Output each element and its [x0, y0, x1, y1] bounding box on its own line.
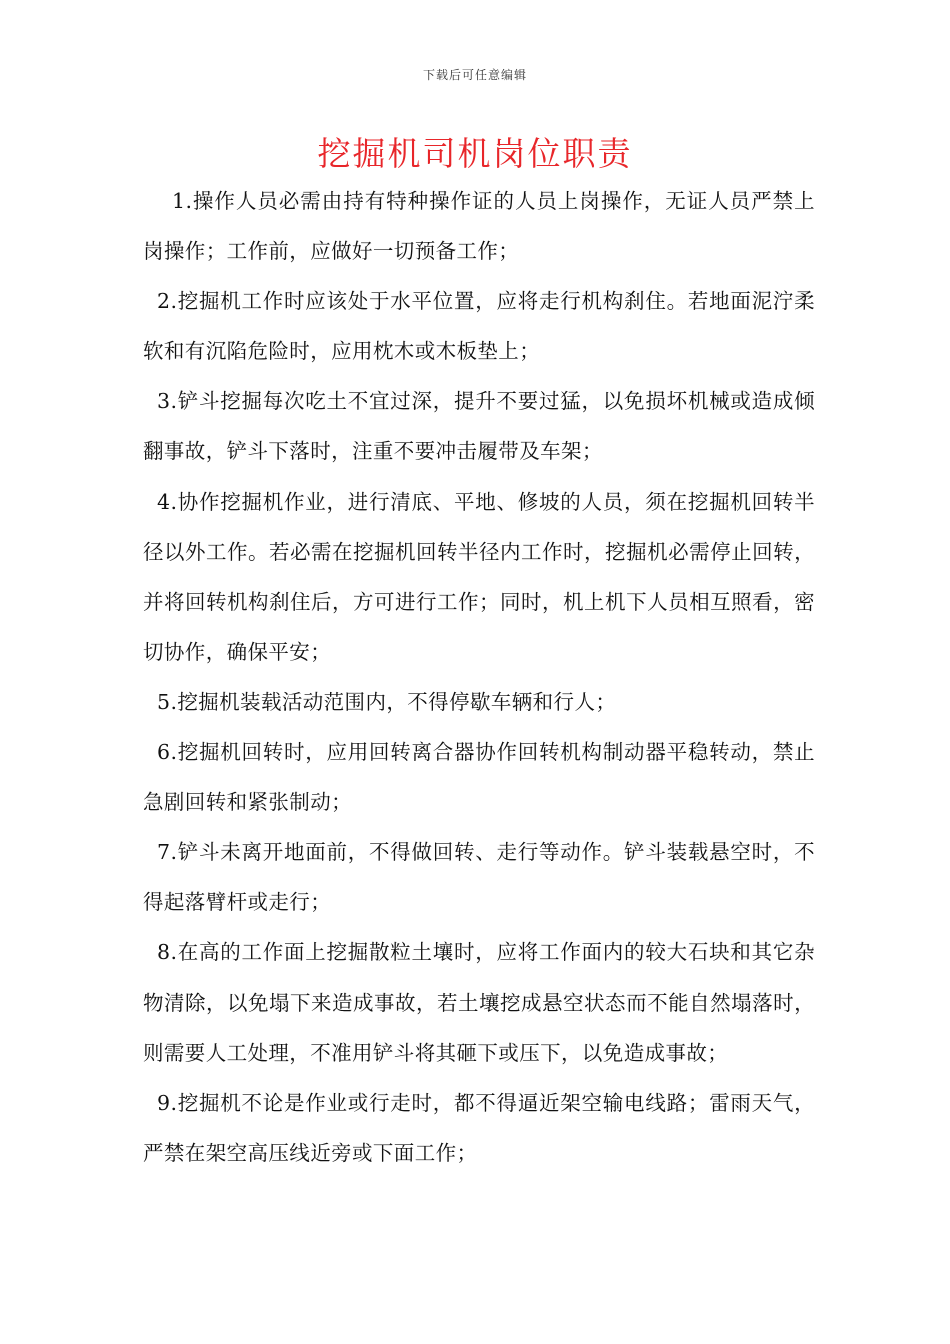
page-header-note: 下载后可任意编辑 — [422, 68, 527, 82]
duty-item-8: 8.在高的工作面上挖掘散粒土壤时，应将工作面内的较大石块和其它杂物清除，以免塌下来造成事故，若土壤挖成悬空状态而不能自然塌落时，则需要人工处理，不准用铲斗将其砸下或压下，以免造成事故； — [143, 940, 815, 1065]
duty-item-2: 2.挖掘机工作时应该处于水平位置，应将走行机构刹住。若地面泥泞柔软和有沉陷危险时，应用枕木或木板垫上； — [143, 289, 815, 364]
duty-item-1: 1.操作人员必需由持有特种操作证的人员上岗操作，无证人员严禁上岗操作；工作前，应做好一切预备工作； — [143, 189, 815, 264]
duty-item-9: 9.挖掘机不论是作业或行走时，都不得逼近架空输电线路；雷雨天气，严禁在架空高压线近旁或下面工作； — [143, 1090, 815, 1165]
duty-item-5: 5.挖掘机装载活动范围内，不得停歇车辆和行人； — [157, 689, 617, 714]
duty-item-4: 4.协作挖掘机作业，进行清底、平地、修坡的人员，须在挖掘机回转半径以外工作。若必需在挖掘机回转半径内工作时，挖掘机必需停止回转，并将回转机构刹住后，方可进行工作；同时，机上机下人员相互照看，密切协作，确保平安； — [143, 489, 815, 664]
document-title: 挖掘机司机岗位职责 — [317, 134, 633, 173]
document-body — [143, 176, 815, 1178]
duty-item-3: 3.铲斗挖掘每次吃土不宜过深，提升不要过猛，以免损坏机械或造成倾翻事故，铲斗下落时，注重不要冲击履带及车架； — [143, 389, 815, 464]
duty-item-6: 6.挖掘机回转时，应用回转离合器协作回转机构制动器平稳转动，禁止急剧回转和紧张制动； — [143, 740, 815, 815]
duty-item-7: 7.铲斗未离开地面前，不得做回转、走行等动作。铲斗装载悬空时，不得起落臂杆或走行； — [143, 840, 815, 915]
